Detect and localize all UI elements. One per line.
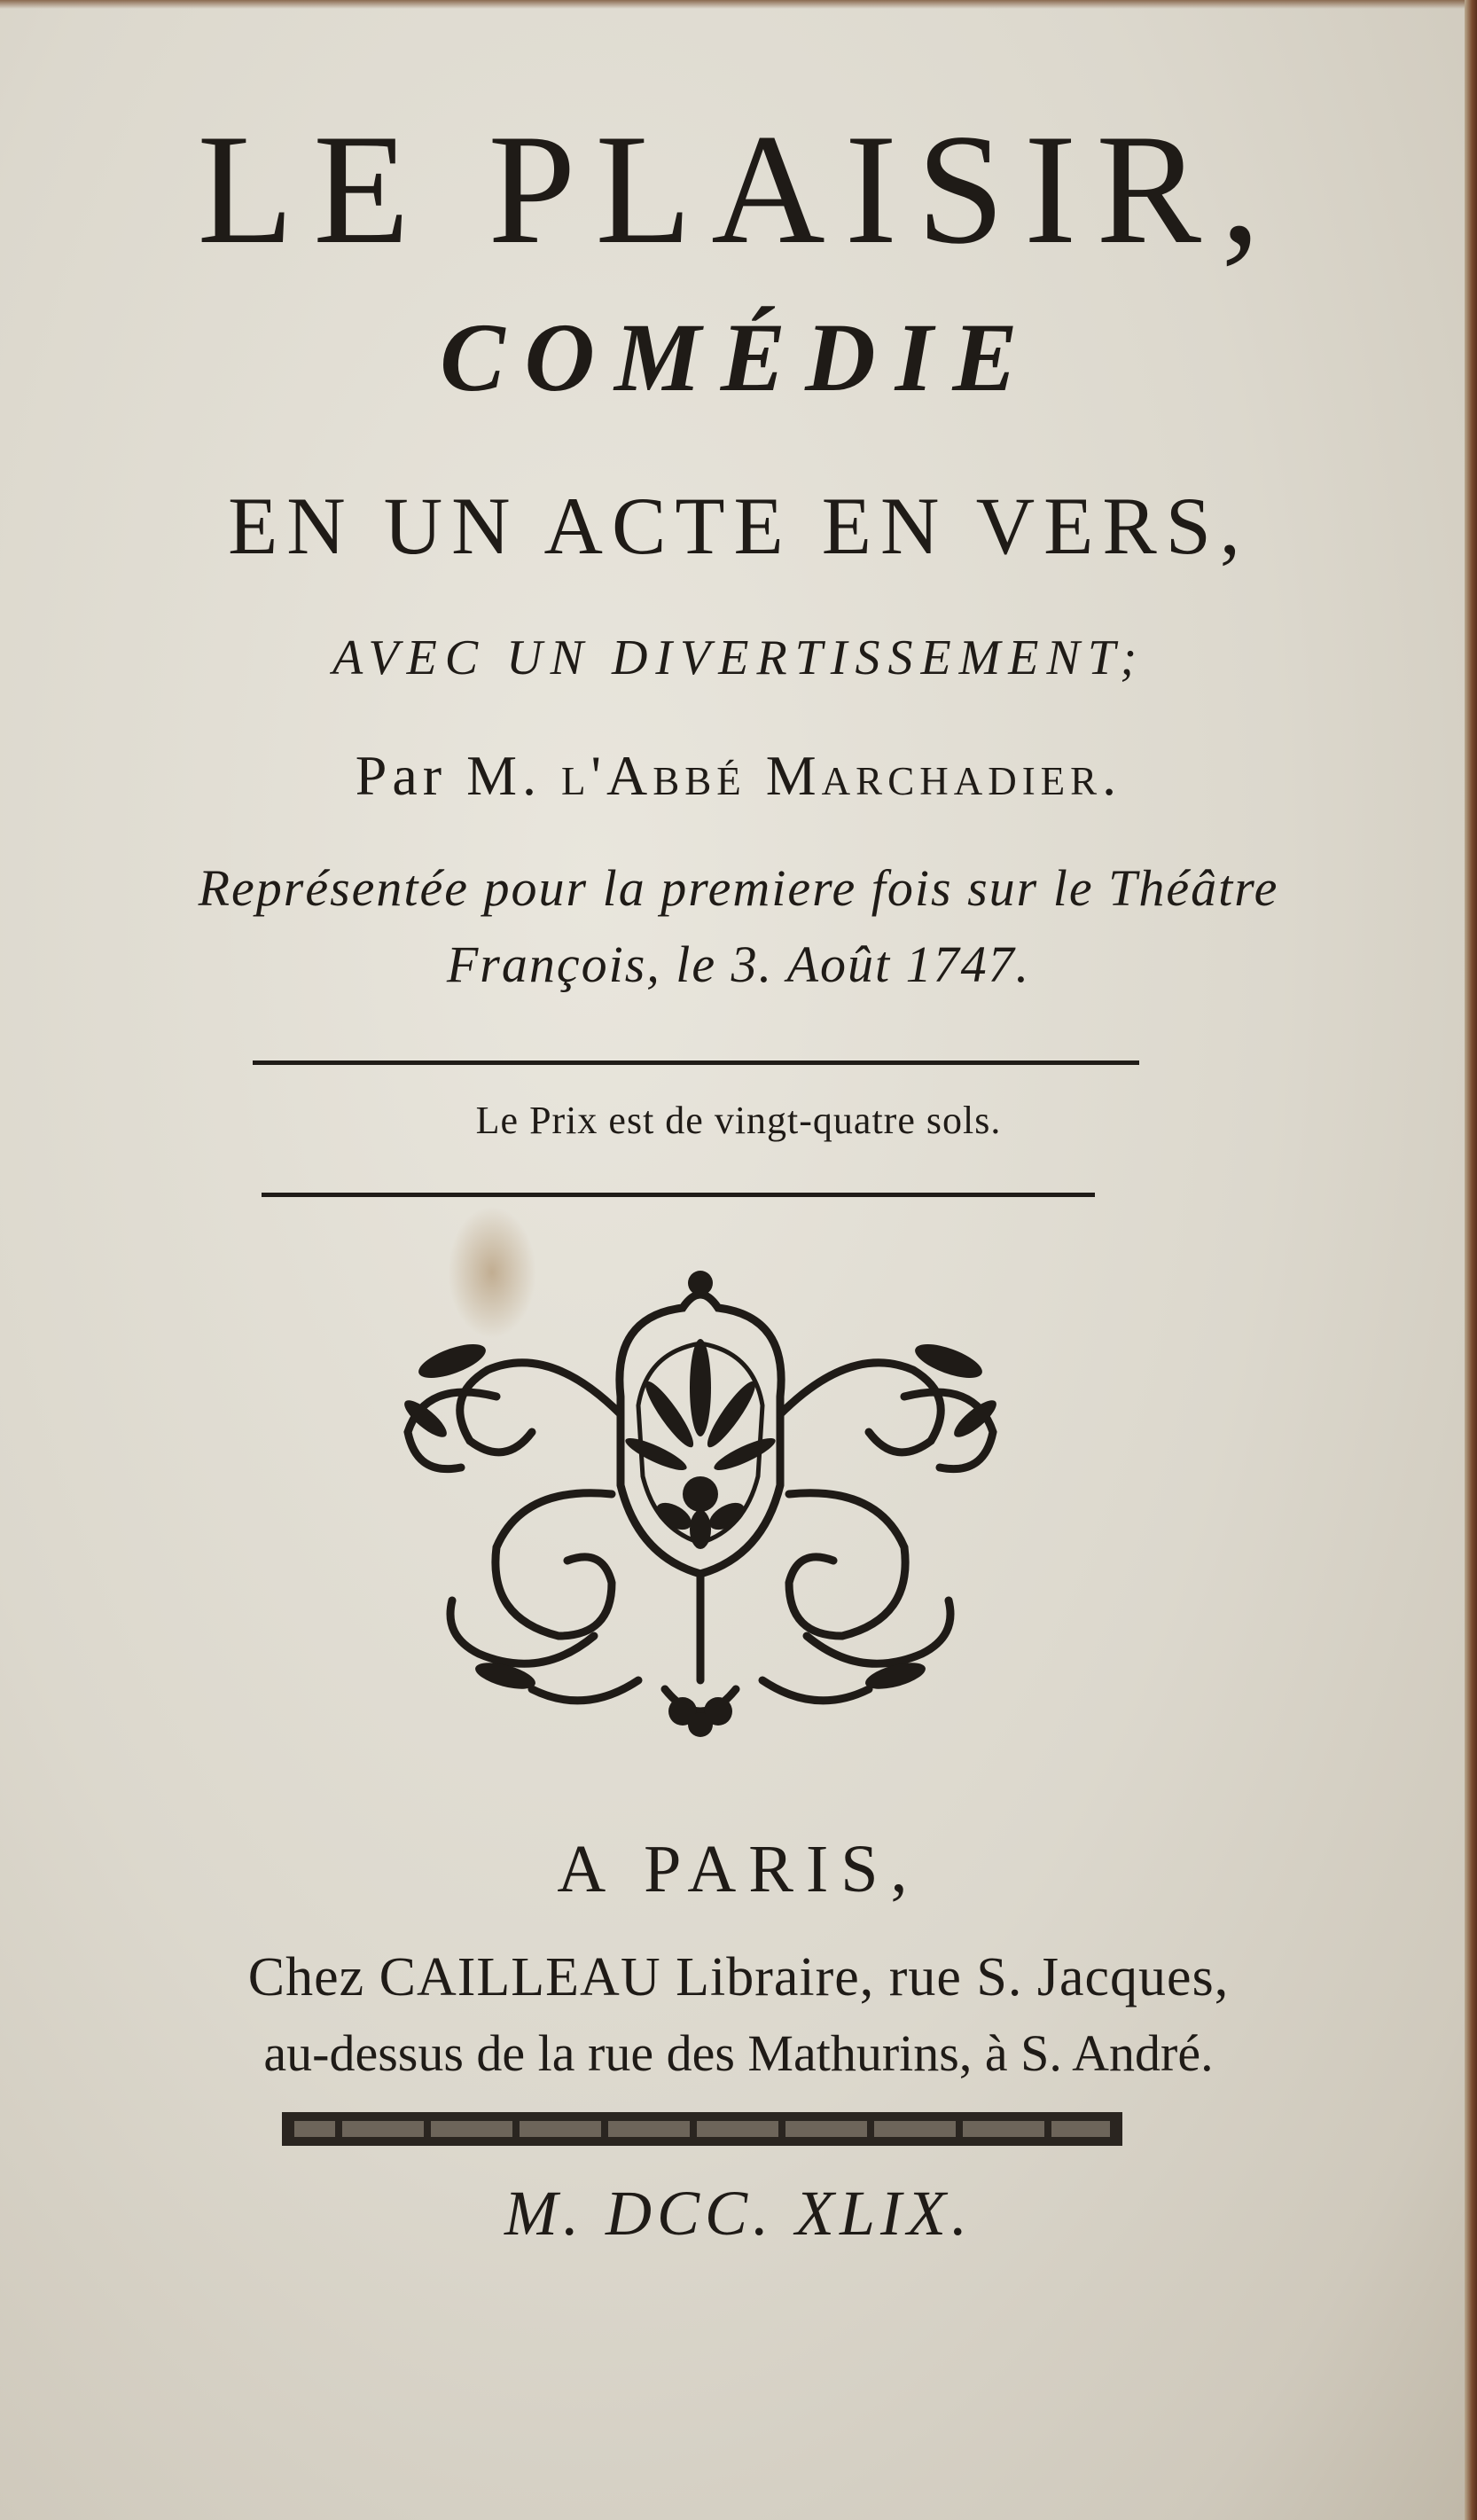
performance-line-2: François, le 3. Août 1747. <box>446 935 1031 993</box>
publisher-line-1: Chez CAILLEAU Libraire, rue S. Jacques, <box>247 1947 1230 2007</box>
floral-acanthus-vignette-icon <box>390 1264 1011 1742</box>
page-top-edge <box>0 0 1477 9</box>
publisher-line-2: au-dessus de la rue des Mathurins, à S. André. <box>263 2024 1214 2082</box>
book-title: LE PLAISIR, <box>197 101 1280 277</box>
author-name: l'Abbé Marchadier. <box>561 744 1122 807</box>
publication-year: M. DCC. XLIX. <box>504 2178 973 2249</box>
performance-line-1: Représentée pour la premiere fois sur le Théâtre <box>198 859 1279 917</box>
price-line: Le Prix est de vingt-quatre sols. <box>475 1099 1002 1142</box>
price-rule-bottom <box>262 1193 1095 1197</box>
city-line: A PARIS, <box>557 1832 920 1906</box>
price-rule-top <box>253 1060 1139 1065</box>
form-line: EN UN ACTE EN VERS, <box>228 481 1249 571</box>
genre-heading: COMÉDIE <box>440 303 1037 411</box>
typographic-border-bar <box>282 2109 1122 2149</box>
author-prefix: Par M. <box>355 744 562 807</box>
divertissement-line: AVEC UN DIVERTISSEMENT; <box>332 630 1145 685</box>
author-line <box>0 743 1477 809</box>
